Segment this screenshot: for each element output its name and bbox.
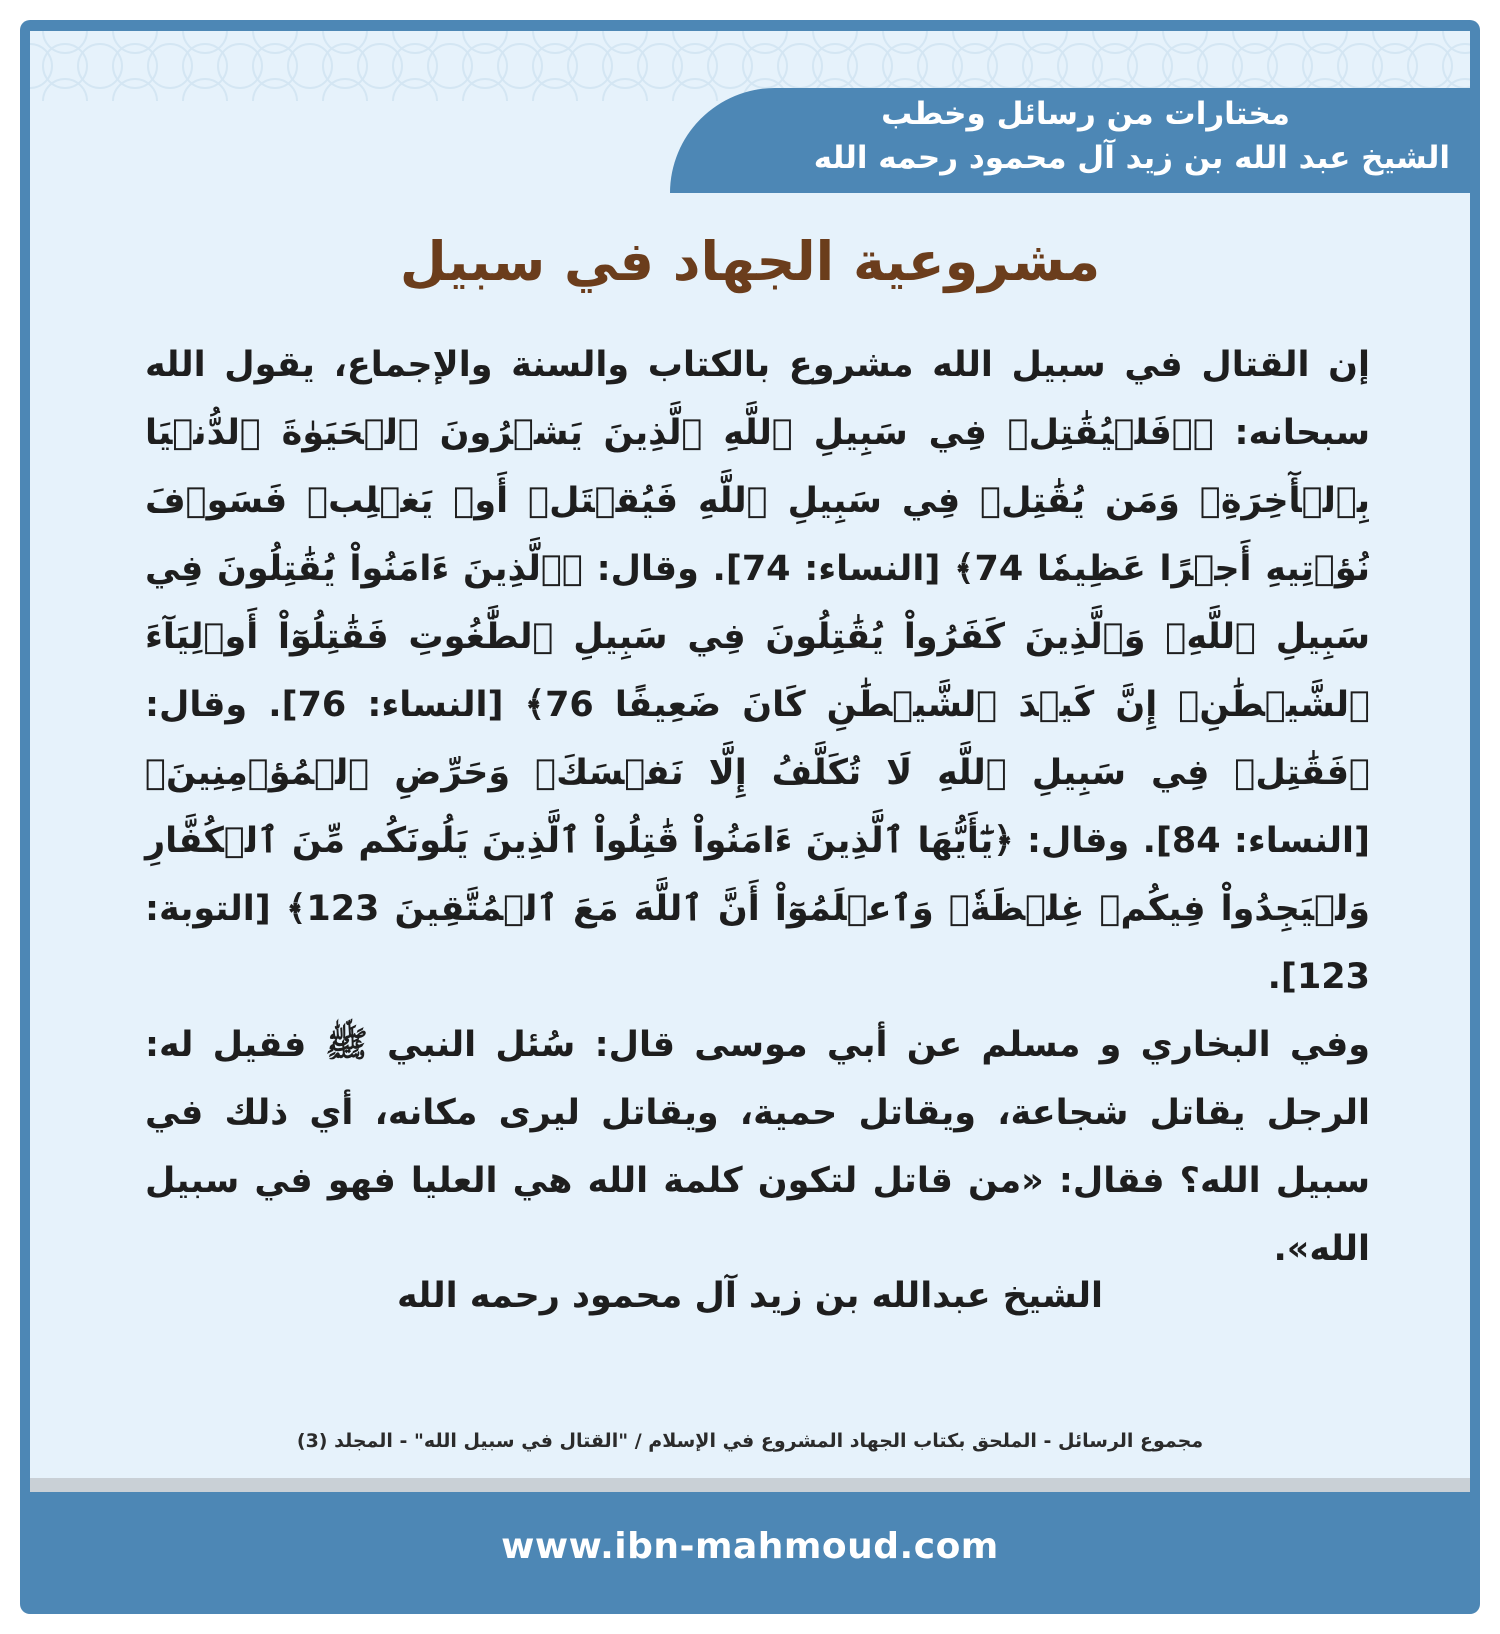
author-signature: الشيخ عبدالله بن زيد آل محمود رحمه الله	[396, 1276, 1104, 1316]
footer-website-link[interactable]: www.ibn-mahmoud.com	[501, 1526, 999, 1567]
article-body	[145, 331, 1370, 1283]
content-panel	[30, 31, 1470, 1491]
body-paragraph: وفي البخاري و مسلم عن أبي موسى قال: سُئل النبي ﷺ فقيل له: الرجل يقاتل شجاعة، ويقاتل حمية، ويقاتل ليرى مكانه، أي ذلك في سبيل الله؟ فقال: «من قاتل لتكون كلمة الله هي العليا فهو في سبيل الله».	[145, 1025, 1370, 1269]
header-author-name: الشيخ عبد الله بن زيد آل محمود رحمه الله	[813, 140, 1450, 176]
article-title: مشروعية الجهاد في سبيل	[399, 230, 1101, 293]
body-paragraph: إن القتال في سبيل الله مشروع بالكتاب والسنة والإجماع، يقول الله سبحانه: ﴿۞فَلۡيُقَٰتِلۡ فِي سَبِيلِ ٱللَّهِ ٱلَّذِينَ يَشۡرُونَ ٱلۡحَيَوٰةَ ٱلدُّنۡيَا بِٱلۡأٓخِرَةِۚ وَمَن يُقَٰتِلۡ فِي سَبِيلِ ٱللَّهِ فَيُقۡتَلۡ أَوۡ يَغۡلِبۡ فَسَوۡفَ نُؤۡتِيهِ أَجۡرًا عَظِيمٗا 74﴾ [النساء: 74]. وقال: ﴿ٱلَّذِينَ ءَامَنُواْ يُقَٰتِلُونَ فِي سَبِيلِ ٱللَّهِۖ وَٱلَّذِينَ كَفَرُواْ يُقَٰتِلُونَ فِي سَبِيلِ ٱلطَّٰغُوتِ فَقَٰتِلُوٓاْ أَوۡلِيَآءَ ٱلشَّيۡطَٰنِۖ إِنَّ كَيۡدَ ٱلشَّيۡطَٰنِ كَانَ ضَعِيفًا 76﴾ [النساء: 76]. وقال: ﴿فَقَٰتِلۡ فِي سَبِيلِ ٱللَّهِ لَا تُكَلَّفُ إِلَّا نَفۡسَكَۚ وَحَرِّضِ ٱلۡمُؤۡمِنِينَ﴾ [النساء: 84]. وقال: ﴿يَٰٓأَيُّهَا ٱلَّذِينَ ءَامَنُواْ قَٰتِلُواْ ٱلَّذِينَ يَلُونَكُم مِّنَ ٱلۡكُفَّارِ وَلۡيَجِدُواْ فِيكُمۡ غِلۡظَةٗۚ وَٱعۡلَمُوٓاْ أَنَّ ٱللَّهَ مَعَ ٱلۡمُتَّقِينَ 123﴾ [التوبة: 123].	[145, 345, 1370, 997]
header-series-title: مختارات من رسائل وخطب	[881, 96, 1290, 132]
header-banner	[670, 88, 1470, 193]
source-citation: مجموع الرسائل - الملحق بكتاب الجهاد المشروع في الإسلام / "القتال في سبيل الله" - المجلد (3)	[296, 1430, 1204, 1452]
divider	[30, 1478, 1470, 1492]
